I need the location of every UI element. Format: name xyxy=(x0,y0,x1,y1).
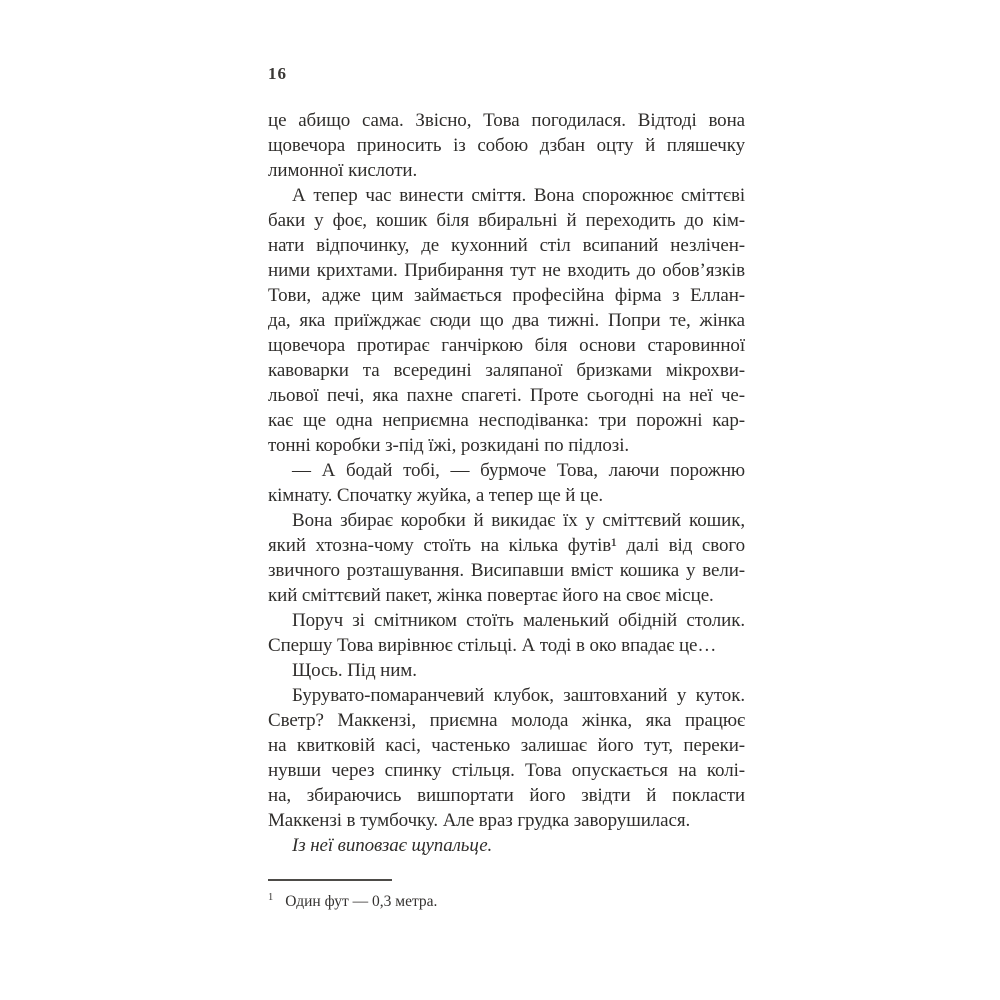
text-line: льової печі, яка пахне спагеті. Проте сьогодні на неї че- xyxy=(268,385,745,406)
text-line: Светр? Маккензі, приємна молода жінка, яка працює xyxy=(268,710,745,731)
text-line: да, яка приїжджає сюди що два тижні. Попри те, жінка xyxy=(268,310,745,331)
footnote-rule xyxy=(268,879,392,881)
text-line: щовечора протирає ганчіркою біля основи старовинної xyxy=(268,335,745,356)
footnote-marker: 1 xyxy=(268,892,274,903)
text-line: це абищо сама. Звісно, Това погодилася. Відтоді вона xyxy=(268,110,745,131)
text-line: — А бодай тобі, — бурмоче Това, лаючи порожню xyxy=(292,460,745,481)
text-line: Вона збирає коробки й викидає їх у сміттєвий кошик, xyxy=(292,510,745,531)
text-line: нати відпочинку, де кухонний стіл всипаний незлічен- xyxy=(268,235,745,256)
text-line: звичного розташування. Висипавши вміст кошика у вели- xyxy=(268,560,745,581)
text-line: на квитковій касі, частенько залишає його тут, переки- xyxy=(268,735,745,756)
text-line: ними крихтами. Прибирання тут не входить до обов’язків xyxy=(268,260,745,281)
text-line: Тови, адже цим займається професійна фірма з Еллан- xyxy=(268,285,745,306)
text-line: який хтозна-чому стоїть на кілька футів¹ далі від свого xyxy=(268,535,745,556)
text-line: Поруч зі смітником стоїть маленький обідній столик. xyxy=(292,610,745,631)
body-text xyxy=(268,108,745,858)
text-line: на, збираючись вишпортати його звідти й покласти xyxy=(268,785,745,806)
text-line: кавоварки та всередині заляпаної бризками мікрохви- xyxy=(268,360,745,381)
text-line: кає ще одна неприємна несподіванка: три порожні кар- xyxy=(268,410,745,431)
footnote-text: Один фут — 0,3 метра. xyxy=(285,893,438,911)
text-line: баки у фоє, кошик біля вбиральні й переходить до кім- xyxy=(268,210,745,231)
text-line: А тепер час винести сміття. Вона спорожнює сміттєві xyxy=(292,185,745,206)
text-line: Із неї виповзає щупальце. xyxy=(292,835,493,856)
text-line: тонні коробки з-під їжі, розкидані по підлозі. xyxy=(268,435,630,456)
text-line: Спершу Това вирівнює стільці. А тоді в око впадає це… xyxy=(268,635,717,656)
text-line: кімнату. Спочатку жуйка, а тепер ще й це. xyxy=(268,485,604,506)
text-line: нувши через спинку стільця. Това опускається на колі- xyxy=(268,760,745,781)
text-line: Бурувато-помаранчевий клубок, заштовханий у куток. xyxy=(292,685,745,706)
footnote xyxy=(268,888,745,912)
text-line: щовечора приносить із собою дзбан оцту й пляшечку xyxy=(268,135,745,156)
page-number: 16 xyxy=(268,64,287,83)
text-line: Маккензі в тумбочку. Але враз грудка заворушилася. xyxy=(268,810,691,831)
text-line: лимонної кислоти. xyxy=(268,160,418,181)
text-line: Щось. Під ним. xyxy=(292,660,417,681)
text-line: кий сміттєвий пакет, жінка повертає його на своє місце. xyxy=(268,585,714,606)
